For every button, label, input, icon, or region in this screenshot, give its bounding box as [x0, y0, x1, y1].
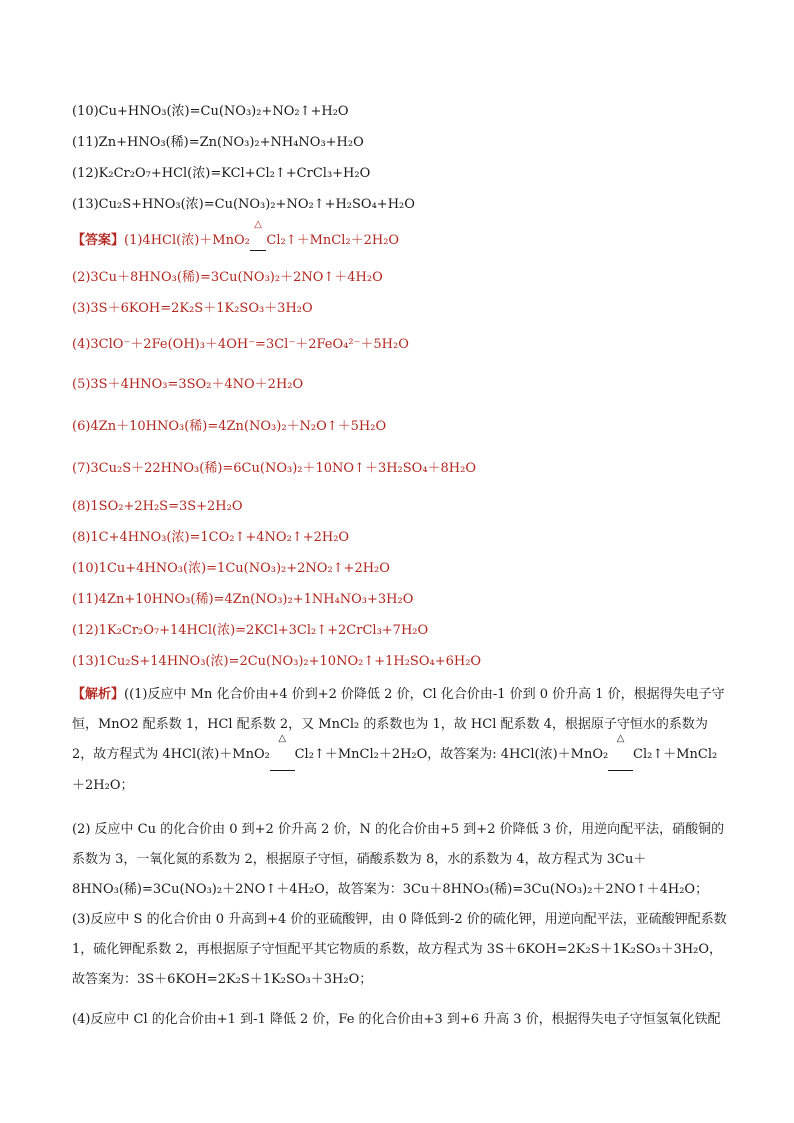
answer-line-8a: (8)1SO₂+2H₂S=3S+2H₂O [72, 499, 243, 514]
question-13: (13)Cu₂S+HNO₃(浓)=Cu(NO₃)₂+NO₂↑+H₂SO₄+H₂O [72, 197, 415, 212]
answer-line-3: (3)3S＋6KOH=2K₂S＋1K₂SO₃＋3H₂O [72, 301, 313, 316]
answer-line-4: (4)3ClO⁻＋2Fe(OH)₃＋4OH⁻=3Cl⁻＋2FeO₄²⁻＋5H₂O [72, 337, 409, 352]
heat-condition-icon [608, 740, 633, 771]
analysis-paragraph-3: (3)反应中 S 的化合价由 0 升高到+4 价的亚硫酸钾，由 0 降低到-2 价的硫化钾，用逆向配平法，亚硫酸钾配系数 1，硫化钾配系数 2，再根据原子守恒配平其它物质的系数，故方程式为 3S＋6KOH=2K₂S＋1K₂SO₃＋3H₂O，故答案为：3S＋6KOH=2K₂S＋1K₂SO₃＋3H₂O； [72, 912, 727, 987]
heat-condition-icon [270, 740, 295, 771]
analysis-paragraph-2: (2) 反应中 Cu 的化合价由 0 到+2 价升高 2 价，N 的化合价由+5 到+2 价降低 3 价，用逆向配平法，硝酸铜的系数为 3，一氧化氮的系数为 2，根据原子守恒，硝酸系数为 8，水的系数为 4，故方程式为 3Cu＋8HNO₃(稀)=3Cu(NO₃)₂＋2NO↑＋4H₂O，故答案为：3Cu＋8HNO₃(稀)=3Cu(NO₃)₂＋2NO↑＋4H₂O； [72, 822, 725, 897]
answer-line-11: (11)4Zn+10HNO₃(稀)=4Zn(NO₃)₂+1NH₄NO₃+3H₂O [72, 592, 414, 607]
answer-line-6: (6)4Zn＋10HNO₃(稀)=4Zn(NO₃)₂＋N₂O↑＋5H₂O [72, 419, 387, 434]
answer-line-7: (7)3Cu₂S＋22HNO₃(稀)=6Cu(NO₃)₂＋10NO↑＋3H₂SO₄＋8H₂O [72, 461, 477, 476]
answer-line-8b: (8)1C+4HNO₃(浓)=1CO₂↑+4NO₂↑+2H₂O [72, 530, 350, 545]
heat-condition-icon [250, 232, 267, 251]
question-12: (12)K₂Cr₂O₇+HCl(浓)=KCl+Cl₂↑+CrCl₃+H₂O [72, 166, 371, 181]
answer-line-13: (13)1Cu₂S+14HNO₃(浓)=2Cu(NO₃)₂+10NO₂↑+1H₂SO₄+6H₂O [72, 654, 482, 669]
answer-tag: 【答案】 [72, 233, 125, 248]
answer-line-5: (5)3S＋4HNO₃=3SO₂＋4NO＋2H₂O [72, 377, 304, 392]
answer-line-12: (12)1K₂Cr₂O₇+14HCl(浓)=2KCl+3Cl₂↑+2CrCl₃+7H₂O [72, 623, 429, 638]
question-10: (10)Cu+HNO₃(浓)=Cu(NO₃)₂+NO₂↑+H₂O [72, 104, 349, 119]
analysis-paragraph-1 [72, 680, 727, 801]
analysis-paragraph-4: (4)反应中 Cl 的化合价由+1 到-1 降低 2 价，Fe 的化合价由+3 到+6 升高 3 价，根据得失电子守恒氢氧化铁配 [72, 1012, 721, 1027]
answer-line-2: (2)3Cu＋8HNO₃(稀)=3Cu(NO₃)₂＋2NO↑＋4H₂O [72, 270, 383, 285]
analysis-tag: 【解析】 [72, 687, 125, 702]
question-11: (11)Zn+HNO₃(稀)=Zn(NO₃)₂+NH₄NO₃+H₂O [72, 135, 364, 150]
analysis-p1-a: ((1)反应中 Mn 化合价由+4 价到+2 价降低 2 价，Cl 化合价由-1 价到 0 价升高 1 价，根据得失电子守恒，MnO2 配系数 1，HCl 配系数 2，又 MnCl₂ 的系数也为 1，故 HCl 配系数 4，根据原子守恒水的系数为 2，故方程式为 4HCl(浓)＋MnO₂ [72, 687, 725, 762]
answer-1-left: (1)4HCl(浓)＋MnO₂ [124, 233, 250, 248]
answer-line-1 [72, 232, 399, 251]
answer-line-10: (10)1Cu+4HNO₃(浓)=1Cu(NO₃)₂+2NO₂↑+2H₂O [72, 561, 390, 576]
analysis-p1-b: Cl₂↑＋MnCl₂＋2H₂O，故答案为: 4HCl(浓)＋MnO₂ [294, 747, 609, 762]
analysis-p1-c: Cl₂↑＋MnCl₂＋2H₂O； [72, 747, 718, 793]
answer-1-right: Cl₂↑＋MnCl₂＋2H₂O [266, 233, 400, 248]
